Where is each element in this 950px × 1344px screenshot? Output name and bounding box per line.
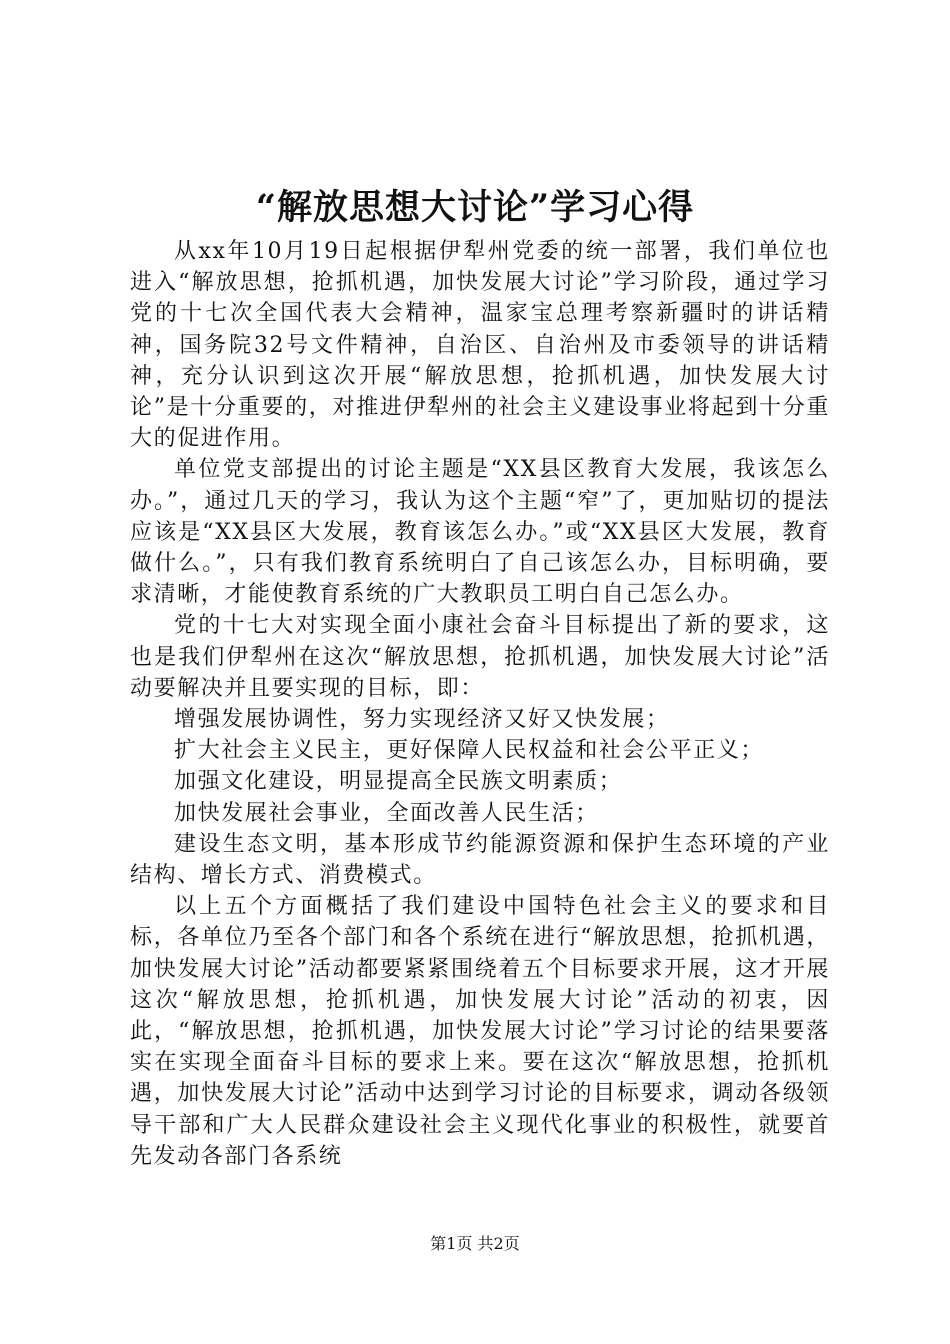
list-item-goal: 加强文化建设，明显提高全民族文明素质； <box>174 769 623 795</box>
page-number-footer: 第1页 共2页 <box>430 1234 520 1253</box>
list-item-goal: 建设生态文明，基本形成节约能源资源和保护生态环境的产业结构、增长方式、消费模式。 <box>130 831 830 889</box>
document-title: “解放思想大讨论”学习心得 <box>255 187 695 228</box>
paragraph: 以上五个方面概括了我们建设中国特色社会主义的要求和目标，各单位乃至各个部门和各个系统在进行“解放思想，抢抓机遇，加快发展大讨论”活动都要紧紧围绕着五个目标要求开展，这才开展这次“解放思想，抢抓机遇，加快发展大讨论”活动的初衷，因此，“解放思想，抢抓机遇，加快发展大讨论”学习讨论的结果要落实在实现全面奋斗目标的要求上来。要在这次“解放思想，抢抓机遇，加快发展大讨论”活动中达到学习讨论的目标要求，调动各级领导干部和广大人民群众建设社会主义现代化事业的积极性，就要首先发动各部门各系统 <box>130 894 830 1169</box>
document-body <box>130 236 830 1172</box>
list-item-goal: 加快发展社会事业，全面改善人民生活； <box>174 800 599 826</box>
list-item-goal: 扩大社会主义民主，更好保障人民权益和社会公平正义； <box>174 738 765 764</box>
paragraph: 单位党支部提出的讨论主题是“XX县区教育大发展，我该怎么办。”，通过几天的学习，我认为这个主题“窄”了，更加贴切的提法应该是“XX县区大发展，教育该怎么办。”或“XX县区大发展，教育做什么。”，只有我们教育系统明白了自己该怎么办，目标明确，要求清晰，才能使教育系统的广大教职员工明白自己怎么办。 <box>130 457 830 608</box>
list-item-goal: 增强发展协调性，努力实现经济又好又快发展； <box>174 707 670 733</box>
paragraph: 党的十七大对实现全面小康社会奋斗目标提出了新的要求，这也是我们伊犁州在这次“解放思想，抢抓机遇，加快发展大讨论”活动要解决并且要实现的目标，即： <box>130 613 830 701</box>
paragraph: 从xx年10月19日起根据伊犁州党委的统一部署，我们单位也进入“解放思想，抢抓机遇，加快发展大讨论”学习阶段，通过学习党的十七次全国代表大会精神，温家宝总理考察新疆时的讲话精神，国务院32号文件精神，自治区、自治州及市委领导的讲话精神，充分认识到这次开展“解放思想，抢抓机遇，加快发展大讨论”是十分重要的，对推进伊犁州的社会主义建设事业将起到十分重大的促进作用。 <box>130 239 830 452</box>
